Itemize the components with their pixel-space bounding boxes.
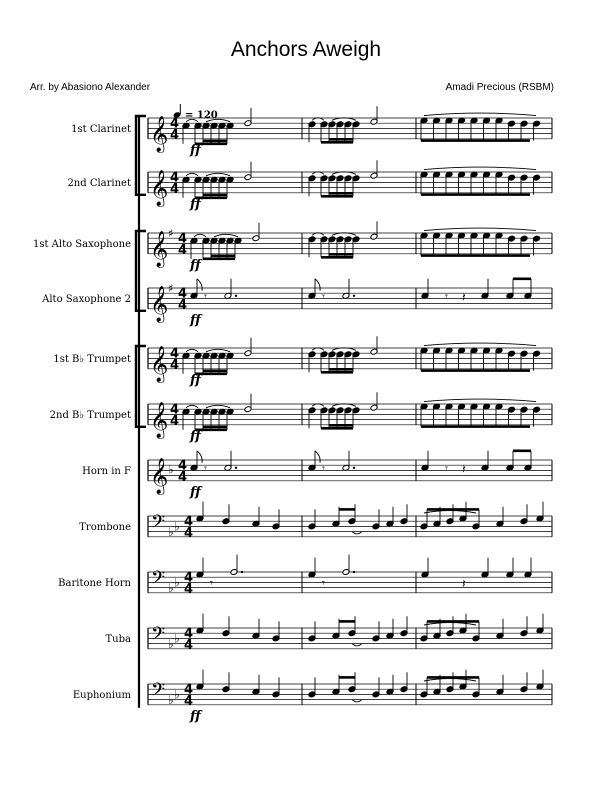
slur — [424, 399, 536, 402]
time-signature-bottom: 4 — [184, 525, 194, 541]
eighth-rest-icon: 𝄾 — [445, 461, 448, 475]
time-signature-top: 4 — [170, 170, 180, 186]
bass-clef-icon: 𝄢 — [151, 624, 166, 649]
dot — [241, 571, 243, 573]
group-bracket — [136, 116, 146, 195]
quarter-rest-icon: 𝄽 — [462, 289, 466, 304]
slur — [186, 173, 198, 176]
slur — [424, 623, 476, 626]
flat-icon: ♭ — [168, 636, 174, 651]
quarter-rest-icon: 𝄽 — [462, 576, 466, 591]
time-signature-top: 4 — [178, 458, 188, 474]
flat-icon: ♭ — [174, 519, 180, 534]
slur — [206, 173, 230, 176]
tempo-marking: = 120 — [185, 110, 218, 121]
eighth-rest-icon: 𝄾 — [204, 289, 207, 303]
time-signature-bottom: 4 — [178, 469, 188, 485]
slur — [424, 167, 536, 170]
time-signature-bottom: 4 — [184, 693, 194, 709]
slur — [424, 679, 476, 682]
bass-clef-icon: 𝄢 — [151, 680, 166, 705]
instrument-name: Trombone — [79, 521, 131, 533]
score-title: Anchors Aweigh — [230, 38, 382, 61]
note-flag — [315, 451, 320, 463]
eighth-rest-icon: 𝄾 — [322, 461, 325, 475]
time-signature-bottom: 4 — [184, 637, 194, 653]
slur — [214, 234, 238, 237]
instrument-name: 1st B♭ Trumpet — [53, 353, 131, 365]
eighth-rest-icon: 𝄾 — [210, 576, 213, 590]
note-flag — [315, 279, 320, 291]
flat-icon: ♭ — [174, 687, 180, 702]
dynamic-marking: ff — [190, 708, 201, 724]
arranger-credit: Arr. by Abasiono Alexander — [30, 82, 151, 93]
time-signature-top: 4 — [184, 682, 194, 698]
instrument-name: 1st Alto Saxophone — [32, 238, 131, 250]
instrument-name: 1st Clarinet — [71, 123, 131, 135]
time-signature-bottom: 4 — [170, 413, 180, 429]
treble-clef-icon: 𝄞 — [150, 169, 169, 206]
time-signature-top: 4 — [184, 514, 194, 530]
note-flag — [197, 451, 202, 463]
dynamic-marking: ff — [190, 372, 201, 388]
time-signature-top: 4 — [170, 116, 180, 132]
slur — [424, 343, 536, 346]
time-signature-top: 4 — [178, 231, 188, 247]
flat-icon: ♭ — [174, 631, 180, 646]
flat-icon: ♭ — [168, 580, 174, 595]
sharp-icon: ♯ — [168, 282, 174, 295]
slur — [424, 113, 536, 116]
dynamic-marking: ff — [190, 484, 201, 500]
treble-clef-icon: 𝄞 — [150, 285, 169, 322]
time-signature-top: 4 — [184, 626, 194, 642]
slur — [424, 228, 536, 231]
dot — [353, 571, 355, 573]
composer-credit: Amadi Precious (RSBM) — [445, 82, 554, 93]
dot — [353, 467, 355, 469]
instrument-name: Tuba — [105, 633, 131, 645]
treble-clef-icon: 𝄞 — [150, 230, 169, 267]
note-flag — [197, 279, 202, 291]
time-signature-top: 4 — [170, 346, 180, 362]
dot — [353, 295, 355, 297]
treble-clef-icon: 𝄞 — [150, 457, 169, 494]
flat-icon: ♭ — [168, 462, 174, 477]
eighth-rest-icon: 𝄾 — [204, 461, 207, 475]
time-signature-bottom: 4 — [170, 357, 180, 373]
instrument-name: 2nd B♭ Trumpet — [49, 409, 131, 421]
dot — [235, 467, 237, 469]
flat-icon: ♭ — [168, 524, 174, 539]
bass-clef-icon: 𝄢 — [151, 568, 166, 593]
dynamic-marking: ff — [190, 428, 201, 444]
time-signature-top: 4 — [178, 286, 188, 302]
slur — [194, 234, 206, 237]
slur — [424, 511, 476, 514]
time-signature-bottom: 4 — [184, 581, 194, 597]
slur — [186, 405, 198, 408]
time-signature-bottom: 4 — [178, 297, 188, 313]
instrument-name: Horn in F — [82, 465, 131, 477]
dynamic-marking: ff — [190, 196, 201, 212]
treble-clef-icon: 𝄞 — [150, 345, 169, 382]
dot — [235, 295, 237, 297]
eighth-rest-icon: 𝄾 — [445, 289, 448, 303]
bass-clef-icon: 𝄢 — [151, 512, 166, 537]
dynamic-marking: ff — [190, 312, 201, 328]
time-signature-bottom: 4 — [170, 127, 180, 143]
instrument-name: Alto Saxophone 2 — [42, 293, 131, 305]
flat-icon: ♭ — [168, 692, 174, 707]
treble-clef-icon: 𝄞 — [150, 115, 169, 152]
time-signature-bottom: 4 — [178, 242, 188, 258]
dynamic-marking: ff — [190, 257, 201, 273]
instrument-name: 2nd Clarinet — [67, 177, 131, 189]
sharp-icon: ♯ — [168, 227, 174, 240]
time-signature-bottom: 4 — [170, 181, 180, 197]
dynamic-marking: ff — [190, 142, 201, 158]
group-bracket — [136, 231, 146, 311]
time-signature-top: 4 — [170, 402, 180, 418]
treble-clef-icon: 𝄞 — [150, 401, 169, 438]
eighth-rest-icon: 𝄾 — [322, 576, 325, 590]
flat-icon: ♭ — [174, 575, 180, 590]
instrument-name: Baritone Horn — [58, 577, 131, 589]
eighth-rest-icon: 𝄾 — [322, 289, 325, 303]
group-bracket — [136, 346, 146, 427]
instrument-name: Euphonium — [72, 689, 131, 701]
slur — [206, 349, 230, 352]
slur — [186, 349, 198, 352]
slur — [206, 405, 230, 408]
quarter-rest-icon: 𝄽 — [462, 461, 466, 476]
time-signature-top: 4 — [184, 570, 194, 586]
